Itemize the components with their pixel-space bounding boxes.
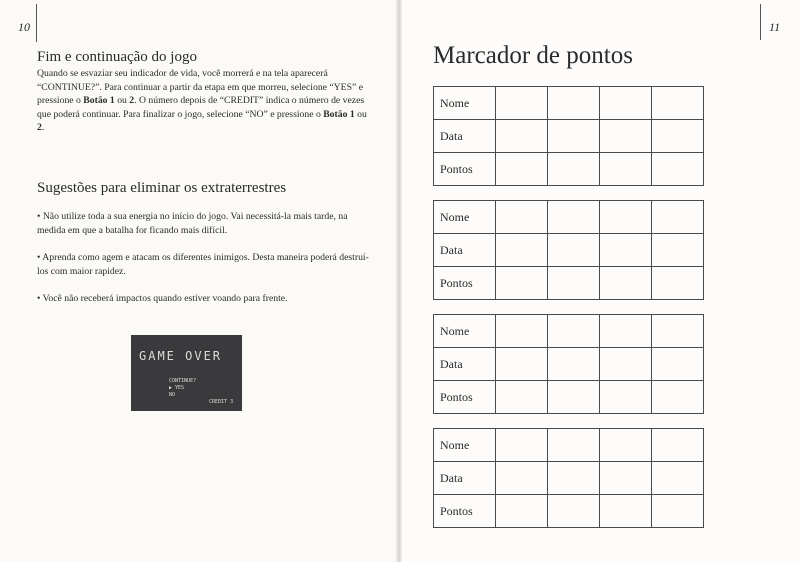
table-row [434, 462, 704, 495]
row-label: Pontos [434, 153, 496, 186]
score-cell [548, 315, 600, 348]
score-cell [496, 153, 548, 186]
score-table [433, 314, 704, 414]
paragraph-text: ou [354, 108, 367, 120]
section-title-game-end: Fim e continuação do jogo [37, 49, 197, 65]
paragraph-text: Quando se esvaziar seu indicador de vida, você morrerá e na tela aparecerá “CONTINUE?”. Para continuar a partir da etapa em que morreu, selecione “YES” e pressione o [37, 68, 364, 107]
row-label: Pontos [434, 381, 496, 414]
paragraph-text: ou [114, 95, 130, 107]
tip-bullet-1: • Não utilize toda a sua energia no início do jogo. Vai necessitá-la mais tarde, na medida em que a batalha for ficando mais difícil. [37, 211, 348, 236]
score-cell [600, 153, 652, 186]
game-over-screenshot [131, 335, 242, 411]
row-label: Pontos [434, 267, 496, 300]
score-cell [496, 120, 548, 153]
score-cell [548, 153, 600, 186]
button-reference: 2 [37, 122, 42, 134]
score-cell [652, 315, 704, 348]
score-cell [600, 201, 652, 234]
score-cell [548, 201, 600, 234]
row-label: Nome [434, 87, 496, 120]
score-cell [496, 348, 548, 381]
row-label: Data [434, 348, 496, 381]
crop-mark [760, 4, 761, 40]
score-table [433, 200, 704, 300]
score-cell [496, 381, 548, 414]
button-reference: Botão 1 [83, 95, 115, 107]
credit-count: CREDIT 3 [209, 399, 234, 405]
score-cell [652, 348, 704, 381]
table-row [434, 120, 704, 153]
score-cell [496, 201, 548, 234]
table-row [434, 234, 704, 267]
score-cell [652, 495, 704, 528]
score-cell [600, 315, 652, 348]
score-cell [600, 87, 652, 120]
score-cell [600, 267, 652, 300]
game-end-paragraph [37, 67, 367, 135]
score-cell [652, 462, 704, 495]
table-row [434, 495, 704, 528]
score-cell [496, 429, 548, 462]
score-cell [548, 429, 600, 462]
button-reference: Botão 1 [323, 108, 355, 120]
score-table [433, 428, 704, 528]
score-cell [496, 87, 548, 120]
score-cell [548, 495, 600, 528]
score-cell [548, 348, 600, 381]
score-cell [548, 234, 600, 267]
section-title-tips: Sugestões para eliminar os extraterrestres [37, 180, 287, 196]
tip-bullet-3: • Você não receberá impactos quando estiver voando para frente. [37, 293, 288, 304]
score-cell [652, 87, 704, 120]
score-cell [548, 267, 600, 300]
row-label: Nome [434, 201, 496, 234]
no-option: NO [169, 392, 176, 398]
tip-bullet-2: • Aprenda como agem e atacam os diferentes inimigos. Desta maneira poderá destruí-los com maior rapidez. [37, 252, 369, 277]
row-label: Data [434, 234, 496, 267]
score-cell [600, 348, 652, 381]
score-cell [652, 234, 704, 267]
score-cell [496, 315, 548, 348]
table-row [434, 267, 704, 300]
score-table [433, 86, 704, 186]
paragraph-text: . O número depois de “CREDIT” indica o número de vezes que poderá continuar. Para finalizar o jogo, selecione “NO” e pressione o [37, 95, 365, 120]
row-label: Data [434, 120, 496, 153]
row-label: Nome [434, 429, 496, 462]
score-cell [548, 87, 600, 120]
score-cell [652, 153, 704, 186]
score-cell [600, 429, 652, 462]
table-row [434, 87, 704, 120]
score-cell [600, 234, 652, 267]
score-cell [652, 201, 704, 234]
score-cell [600, 462, 652, 495]
score-cell [600, 495, 652, 528]
table-row [434, 315, 704, 348]
score-cell [548, 120, 600, 153]
row-label: Nome [434, 315, 496, 348]
table-row [434, 381, 704, 414]
score-cell [600, 381, 652, 414]
continue-prompt: CONTINUE? [169, 378, 197, 384]
table-row [434, 201, 704, 234]
table-row [434, 429, 704, 462]
row-label: Pontos [434, 495, 496, 528]
score-cell [652, 429, 704, 462]
score-cell [548, 381, 600, 414]
score-cell [652, 267, 704, 300]
table-row [434, 348, 704, 381]
score-cell [496, 495, 548, 528]
score-cell [496, 462, 548, 495]
page-number-right: 11 [769, 20, 781, 34]
score-cell [548, 462, 600, 495]
score-cell [496, 234, 548, 267]
score-cell [600, 120, 652, 153]
book-spine [396, 0, 402, 562]
score-cell [496, 267, 548, 300]
table-row [434, 153, 704, 186]
score-cell [652, 381, 704, 414]
score-cell [652, 120, 704, 153]
score-page-title: Marcador de pontos [433, 42, 633, 69]
paragraph-text: . [41, 122, 45, 134]
game-over-text: GAME OVER [139, 349, 223, 363]
page-number-left: 10 [18, 20, 30, 34]
row-label: Data [434, 462, 496, 495]
crop-mark [36, 4, 37, 42]
button-reference: 2 [129, 95, 135, 107]
yes-option: ▶ YES [169, 385, 185, 391]
